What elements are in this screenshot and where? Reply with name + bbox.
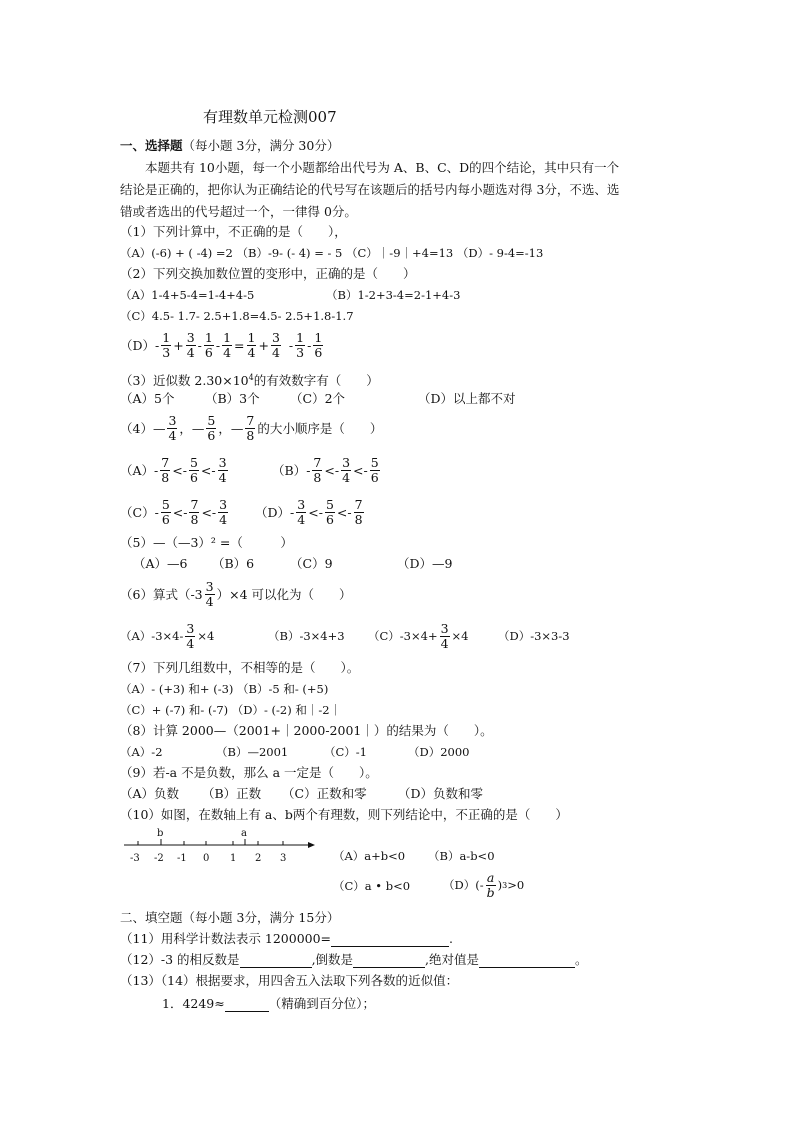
option-text: ) (497, 878, 503, 892)
numerator: 3 (218, 454, 227, 470)
question-10-stem: （10）如图，在数轴上有 a、b两个有理数，则下列结论中，不正确的是（ ） (120, 807, 568, 822)
question-2-option-a: （A）1-4+5-4=1-4+4-5 (120, 288, 255, 302)
section-2-note: （每小题 3分，满分 15分） (182, 910, 340, 925)
option-text-tail: >0 (507, 878, 525, 892)
question-5-option-d: （D）—9 (397, 556, 453, 571)
tick-label: -1 (177, 853, 187, 864)
question-5-option-c: （C）9 (290, 556, 333, 571)
numerator: 7 (161, 454, 170, 470)
numerator: 3 (168, 412, 177, 428)
question-7-stem: （7）下列几组数中，不相等的是（ ）。 (120, 660, 360, 675)
question-3-stem-text: （3）近似数 2.30×10 (120, 373, 249, 389)
question-3-option-c: （C）2个 (290, 391, 346, 406)
question-9-option-b: （B）正数 (202, 786, 262, 801)
denominator: 4 (247, 344, 256, 360)
denominator: 6 (207, 427, 216, 443)
denominator: 4 (168, 427, 177, 443)
less-than-sign: < (308, 504, 319, 520)
numerator: 1 (204, 329, 213, 345)
less-than-sign: < (172, 504, 184, 520)
fraction (218, 456, 228, 485)
question-12-mid-2: ,绝对值是 (425, 952, 480, 967)
fraction-sign: - (334, 462, 340, 478)
fraction (185, 622, 195, 651)
numerator: 3 (440, 620, 449, 636)
numerator: 1 (314, 329, 323, 345)
fraction (161, 331, 171, 360)
less-than-sign: < (353, 462, 364, 478)
option-label: （A） (120, 463, 155, 478)
fraction-sign: + (173, 337, 184, 353)
question-6-option-a (120, 619, 214, 653)
denominator: 3 (296, 344, 305, 360)
less-than-sign: < (172, 462, 183, 478)
question-2-stem: （2）下列交换加数位置的变形中，正确的是（ ） (120, 266, 416, 281)
question-8-option-c: （C）-1 (324, 745, 368, 759)
fraction-sign: - (197, 337, 202, 353)
fraction (245, 414, 255, 443)
fraction-sign: - (288, 337, 294, 353)
question-3-stem-tail: 的有效数字有（ ） (253, 373, 379, 389)
denominator: 4 (271, 344, 280, 360)
denominator: 6 (161, 511, 170, 527)
fraction (206, 414, 216, 443)
denominator: 6 (325, 511, 334, 527)
fraction-sign: - (307, 337, 312, 353)
denominator: 4 (223, 344, 232, 360)
fraction (295, 331, 305, 360)
option-label: （D） (120, 338, 156, 353)
question-11-end: . (449, 931, 454, 946)
numerator: 3 (342, 454, 351, 470)
fraction-sign: - (155, 337, 160, 353)
question-2-option-d (120, 328, 325, 362)
number-line-arrow (308, 842, 315, 848)
fraction (167, 414, 177, 443)
fraction (222, 331, 232, 360)
question-9-stem: （9）若-a 不是负数，那么 a 一定是（ ）。 (120, 765, 378, 780)
fraction-sign: - (290, 504, 295, 520)
section-1-note: （每小题 3分，满分 30分） (182, 138, 340, 153)
fraction (205, 580, 215, 609)
option-text-tail: ×4 (197, 629, 215, 643)
answer-blank[interactable] (225, 998, 269, 1012)
fraction (341, 456, 351, 485)
page-title: 有理数单元检测007 (203, 108, 337, 126)
tick-label: 3 (280, 853, 287, 864)
denominator: 4 (205, 593, 214, 609)
section-1-heading-line (120, 138, 339, 154)
question-12-mid-1: ,倒数是 (311, 952, 354, 967)
fraction-sign: - (318, 504, 323, 520)
question-7-options-ab: （A）- (+3) 和+ (-3) （B）-5 和- (+5) (120, 682, 329, 696)
option-label: （C） (120, 505, 155, 520)
question-12-end: 。 (575, 952, 588, 967)
denominator: 6 (370, 469, 379, 485)
fraction (189, 456, 199, 485)
option-text-tail: ×4 (451, 629, 469, 643)
numerator: 3 (297, 496, 306, 512)
numerator: 5 (207, 412, 216, 428)
question-13-part-1 (162, 996, 375, 1012)
fraction (486, 871, 496, 900)
question-label: （4） (120, 421, 153, 436)
denominator: 3 (162, 344, 171, 360)
less-than-sign: < (336, 504, 348, 520)
denominator: b (486, 884, 495, 900)
question-3-stem (120, 370, 379, 389)
fraction-sign: - (306, 462, 311, 478)
section-1-intro-line-2: 结论是正确的，把你认为正确结论的代号写在该题后的括号内每小题选对得 3分，不选、选 (120, 182, 620, 197)
fraction (186, 331, 196, 360)
numerator: 1 (296, 329, 305, 345)
denominator: 6 (314, 344, 323, 360)
question-5-option-a: （A）—6 (133, 556, 188, 571)
fraction-sign: — (230, 420, 244, 436)
question-3-option-a: （A）5个 (120, 391, 175, 406)
fraction (440, 622, 450, 651)
numerator: 1 (162, 329, 171, 345)
answer-blank-absolute[interactable] (479, 954, 575, 968)
question-6-stem (120, 577, 352, 611)
fraction (354, 498, 364, 527)
fraction-sign: - (154, 504, 159, 520)
option-label: （D） (255, 505, 291, 520)
question-6-option-c (368, 619, 469, 653)
question-4-option-a (120, 453, 230, 487)
section-2-heading: 二、填空题 (120, 910, 183, 925)
less-than-sign: < (201, 504, 212, 520)
option-text: （B）-3×4+3 (268, 629, 345, 643)
fraction (271, 331, 281, 360)
less-than-sign: < (200, 462, 212, 478)
numerator: 7 (313, 454, 322, 470)
denominator: 8 (161, 469, 170, 485)
section-1-intro-line-1: 本题共有 10小题，每一个小题都给出代号为 A、B、C、D的四个结论，其中只有一个 (145, 160, 620, 175)
tick-label: 2 (255, 853, 262, 864)
numerator: 3 (186, 329, 195, 345)
point-a-label: a (241, 828, 247, 839)
section-2-heading-line (120, 910, 339, 926)
fraction (161, 498, 171, 527)
fraction-sign: — (191, 420, 205, 436)
denominator: 6 (204, 344, 213, 360)
question-10-option-a: （A）a+b<0 (333, 849, 406, 863)
denominator: 8 (313, 469, 322, 485)
option-text: （D）-3×3-3 (498, 629, 570, 643)
numerator: 1 (223, 329, 232, 345)
question-12-stem: （12）-3 的相反数是 (120, 952, 240, 967)
question-8-option-a: （A）-2 (120, 745, 163, 759)
fraction (160, 456, 170, 485)
tick-label: 1 (230, 853, 237, 864)
question-11 (120, 931, 453, 947)
numerator: 7 (246, 412, 255, 428)
question-6-stem-text: （6）算式（-3 (120, 587, 203, 602)
question-6-option-d (498, 619, 570, 653)
numerator: 5 (189, 454, 198, 470)
denominator: 4 (218, 469, 227, 485)
fraction-sign: - (183, 504, 188, 520)
numerator: 5 (325, 496, 334, 512)
question-13-part-1-end: （精确到百分位）； (268, 996, 376, 1011)
question-12 (120, 952, 588, 968)
question-1-stem: （1）下列计算中，不正确的是（ ）， (120, 224, 347, 239)
fraction (204, 331, 214, 360)
separator: ， (179, 421, 192, 436)
option-text: （A）-3×4- (120, 629, 184, 643)
section-1-intro-line-3: 错或者选出的代号超过一个，一律得 0分。 (120, 204, 357, 219)
question-8-option-d: （D）2000 (408, 745, 470, 759)
question-4-tail: 的大小顺序是（ ） (257, 421, 383, 436)
question-3-option-d: （D）以上都不对 (418, 391, 516, 406)
question-8-option-b: （B）—2001 (216, 745, 289, 759)
denominator: 4 (186, 344, 195, 360)
question-13-part-1-stem: 1．4249≈ (162, 996, 225, 1011)
section-1-heading: 一、选择题 (120, 138, 183, 153)
fraction-sign: - (211, 504, 217, 520)
number-line (118, 825, 318, 875)
exponent: 3 (502, 880, 508, 890)
exponent: 4 (248, 373, 254, 382)
denominator: 4 (297, 511, 306, 527)
question-10-option-c: （C）a • b<0 (333, 879, 411, 893)
question-1-options: （A）(-6) + ( -4) =2 （B）-9- (- 4) = - 5 （C）｜-9｜+4=13 （D）- 9-4=-13 (120, 246, 544, 260)
fraction (247, 331, 257, 360)
question-5-option-b: （B）6 (212, 556, 255, 571)
numerator: 3 (219, 496, 228, 512)
fraction-sign: - (154, 462, 159, 478)
question-10-option-b: （B）a-b<0 (428, 849, 495, 863)
fraction-sign: - (182, 462, 187, 478)
less-than-sign: < (324, 462, 335, 478)
numerator: 5 (161, 496, 170, 512)
question-2-option-c: （C）4.5- 1.7- 2.5+1.8=4.5- 2.5+1.8-1.7 (120, 309, 354, 323)
option-text: （C）-3×4+ (368, 629, 438, 643)
numerator: 1 (247, 329, 256, 345)
question-9-option-d: （D）负数和零 (398, 786, 484, 801)
question-9-option-c: （C）正数和零 (282, 786, 367, 801)
denominator: 6 (189, 469, 198, 485)
denominator: 8 (354, 511, 363, 527)
answer-blank-reciprocal[interactable] (353, 954, 425, 968)
question-13-stem: （13）（14）根据要求，用四舍五入法取下列各数的近似值： (120, 973, 459, 988)
question-4-stem (120, 411, 382, 445)
numerator: a (486, 869, 495, 885)
option-label: （B） (272, 463, 307, 478)
question-10-option-d (443, 868, 524, 902)
tick-label: -2 (154, 853, 164, 864)
fraction-sign: + (258, 337, 269, 353)
question-4-option-c (120, 495, 230, 529)
numerator: 5 (370, 454, 379, 470)
question-8-stem: （8）计算 2000—（2001+｜2000-2001｜）的结果为（ ）。 (120, 723, 493, 738)
point-b-label: b (157, 828, 164, 839)
question-4-option-d (255, 495, 366, 529)
fraction-sign: - (363, 462, 368, 478)
question-2-option-b: （B）1-2+3-4=2-1+4-3 (326, 288, 461, 302)
question-9-option-a: （A）负数 (120, 786, 180, 801)
fraction (296, 498, 306, 527)
fraction (189, 498, 199, 527)
numerator: 3 (186, 620, 195, 636)
tick-label: 0 (203, 853, 210, 864)
denominator: 4 (219, 511, 228, 527)
fraction-sign: — (152, 420, 166, 436)
fraction-sign: - (211, 462, 216, 478)
answer-blank[interactable] (331, 933, 449, 947)
denominator: 8 (190, 511, 199, 527)
question-5-stem: （5）—（—3）² =（ ） (120, 535, 293, 550)
fraction (218, 498, 228, 527)
answer-blank-opposite[interactable] (240, 954, 312, 968)
numerator: 7 (190, 496, 199, 512)
fraction (325, 498, 335, 527)
denominator: 4 (342, 469, 351, 485)
numerator: 7 (354, 496, 363, 512)
fraction (370, 456, 380, 485)
tick-label: -3 (130, 853, 140, 864)
question-6-option-b (268, 619, 345, 653)
equals-sign: = (234, 337, 245, 353)
fraction (313, 331, 323, 360)
numerator: 3 (271, 329, 280, 345)
numerator: 3 (205, 578, 214, 594)
question-11-stem: （11）用科学计数法表示 1200000= (120, 931, 332, 946)
denominator: 4 (186, 635, 195, 651)
question-6-stem-tail: ）×4 可以化为（ ） (216, 587, 352, 602)
denominator: 8 (246, 427, 255, 443)
separator: ， (218, 421, 231, 436)
denominator: 4 (440, 635, 449, 651)
option-text: （D）(- (443, 878, 484, 892)
question-4-option-b (272, 453, 382, 487)
question-7-options-cd: （C）+ (-7) 和- (-7) （D）- (-2) 和｜-2｜ (120, 703, 342, 717)
question-3-option-b: （B）3个 (205, 391, 260, 406)
fraction (312, 456, 322, 485)
fraction-sign: - (215, 337, 221, 353)
fraction-sign: - (347, 504, 352, 520)
